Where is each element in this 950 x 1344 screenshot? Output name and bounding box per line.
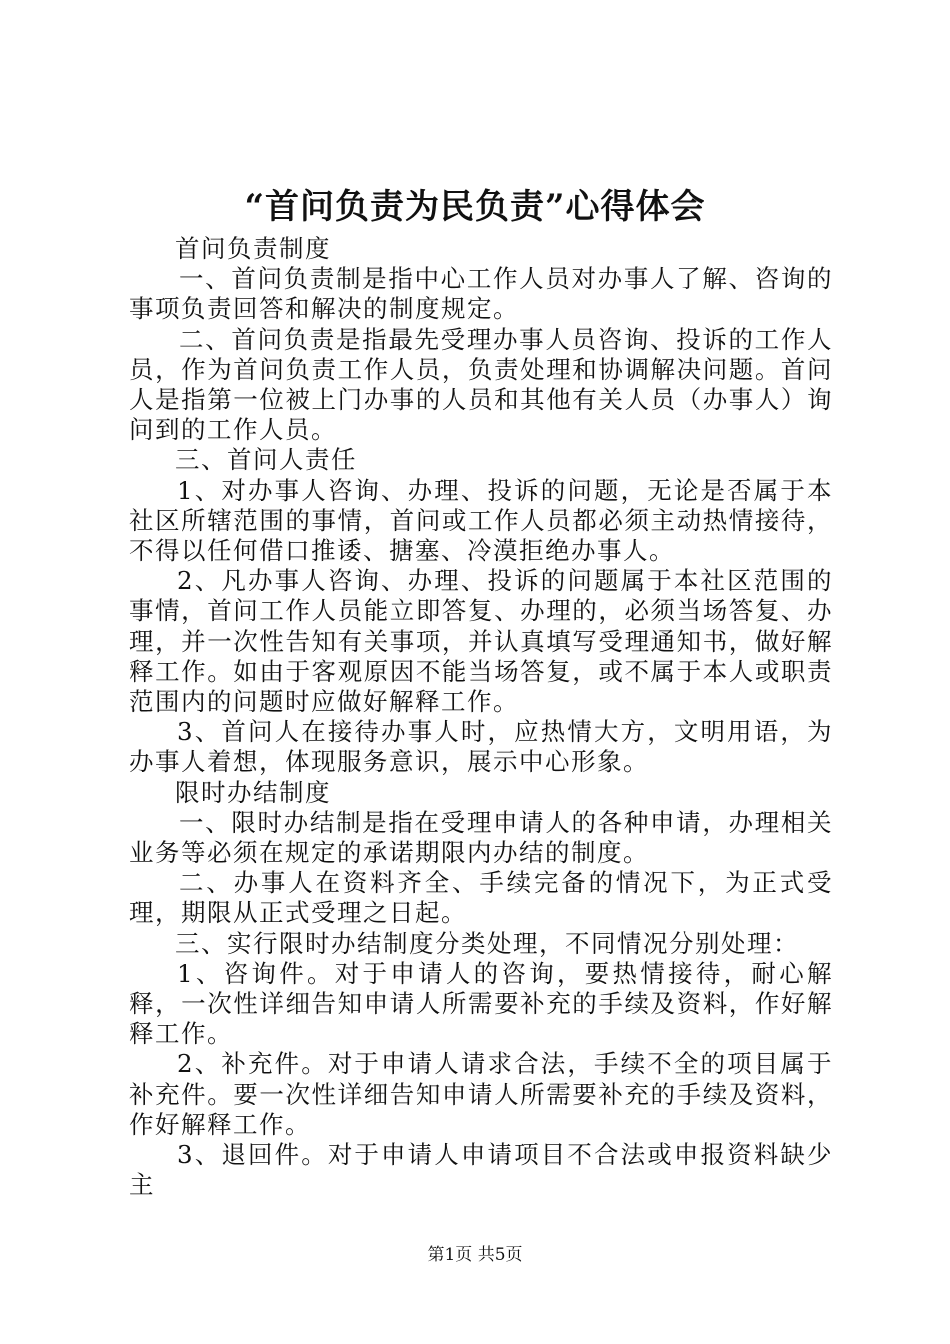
paragraph: 1、咨询件。对于申请人的咨询，要热情接待，耐心解释，一次性详细告知申请人所需要补充的手续及资料，作好解释工作。 xyxy=(129,958,833,1049)
document-body xyxy=(129,234,833,1201)
section-heading-first-responsibility: 首问负责制度 xyxy=(175,234,331,263)
paragraph: 一、首问负责制是指中心工作人员对办事人了解、咨询的事项负责回答和解决的制度规定。 xyxy=(129,264,833,324)
paragraph: 1、对办事人咨询、办理、投诉的问题，无论是否属于本社区所辖范围的事情，首问或工作人员都必须主动热情接待，不得以任何借口推诿、搪塞、冷漠拒绝办事人。 xyxy=(129,475,833,566)
subsection-heading: 三、首问人责任 xyxy=(175,445,357,475)
paragraph: 二、首问负责是指最先受理办事人员咨询、投诉的工作人员，作为首问负责工作人员，负责处理和协调解决问题。首问人是指第一位被上门办事的人员和其他有关人员（办事人）询问到的工作人员。 xyxy=(129,324,833,445)
paragraph: 一、限时办结制是指在受理申请人的各种申请，办理相关业务等必须在规定的承诺期限内办结的制度。 xyxy=(129,807,833,868)
page-number-footer: 第1页 共5页 xyxy=(427,1245,523,1265)
paragraph: 2、凡办事人咨询、办理、投诉的问题属于本社区范围的事情，首问工作人员能立即答复、办理的，必须当场答复、办理，并一次性告知有关事项，并认真填写受理通知书，做好解释工作。如由于客观原因不能当场答复，或不属于本人或职责范围内的问题时应做好解释工作。 xyxy=(129,566,833,717)
section-heading-time-limit: 限时办结制度 xyxy=(175,777,331,807)
paragraph: 二、办事人在资料齐全、手续完备的情况下，为正式受理，期限从正式受理之日起。 xyxy=(129,868,833,928)
paragraph: 2、补充件。对于申请人请求合法，手续不全的项目属于补充件。要一次性详细告知申请人所需要补充的手续及资料，作好解释工作。 xyxy=(129,1049,833,1139)
paragraph: 三、实行限时办结制度分类处理，不同情况分别处理： xyxy=(175,928,799,958)
paragraph: 3、首问人在接待办事人时，应热情大方，文明用语，为办事人着想，体现服务意识，展示中心形象。 xyxy=(129,717,833,777)
document-title: “首问负责为民负责”心得体会 xyxy=(244,187,706,227)
paragraph: 3、退回件。对于申请人申请项目不合法或申报资料缺少主 xyxy=(129,1140,833,1200)
